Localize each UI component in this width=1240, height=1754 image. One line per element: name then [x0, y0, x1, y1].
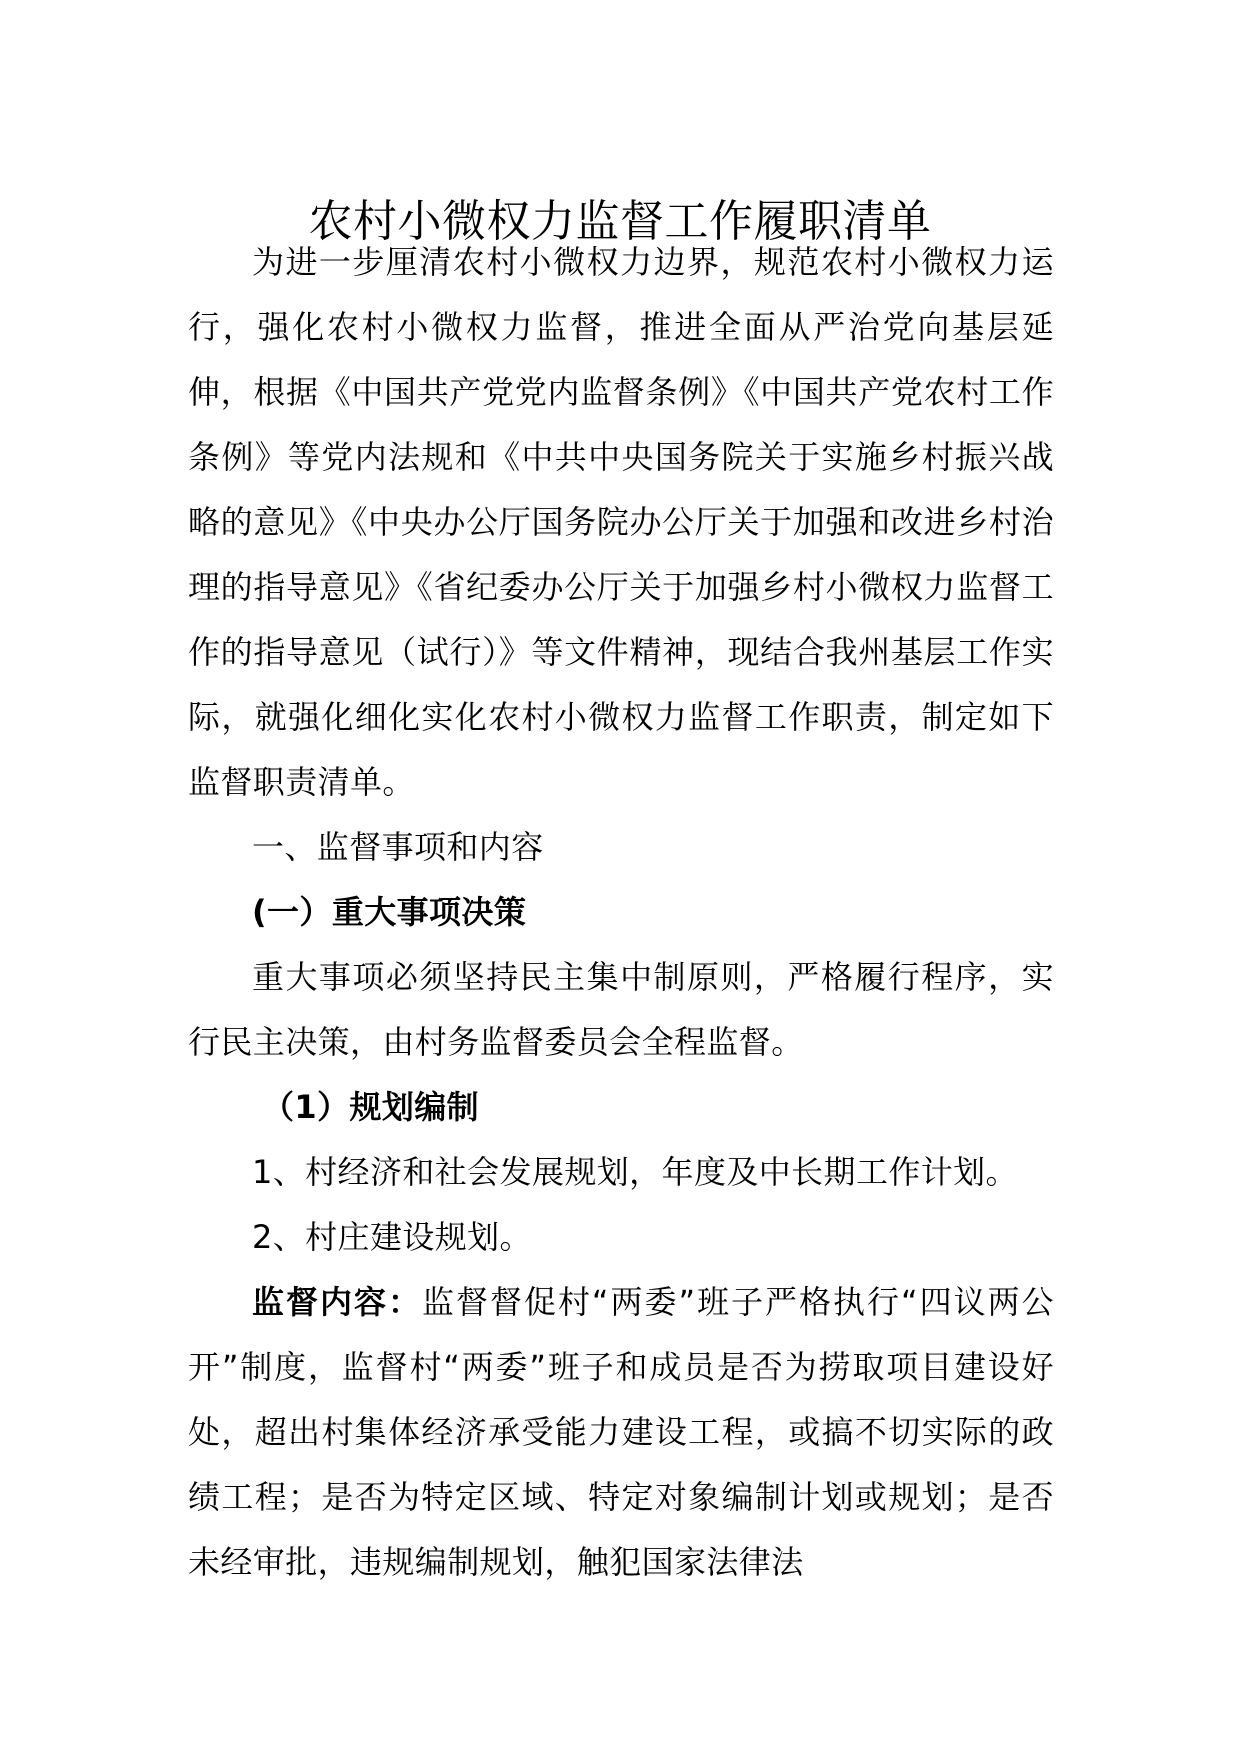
list-item: 2、村庄建设规划。 [252, 1218, 532, 1256]
supervision-content-label: 监督内容： [252, 1283, 422, 1321]
intro-paragraph: 为进一步厘清农村小微权力边界，规范农村小微权力运行，强化农村小微权力监督，推进全面从严治党向基层延伸，根据《中国共产党党内监督条例》《中国共产党农村工作条例》等党内法规和《中共中央国务院关于实施乡村振兴战略的意见》《中央办公厅国务院办公厅关于加强和改进乡村治理的指导意见》《省纪委办公厅关于加强乡村小微权力监督工作的指导意见（试行）》等文件精神，现结合我州基层工作实际，就强化细化实化农村小微权力监督工作职责，制定如下监督职责清单。 [188, 243, 1054, 801]
subsection-1-heading: （1）规划编制 [262, 1088, 480, 1126]
section-heading-supervision-items: 一、监督事项和内容 [252, 828, 544, 866]
supervision-content-paragraph [188, 1270, 1054, 1595]
list-item: 1、村经济和社会发展规划，年度及中长期工作计划。 [252, 1153, 1018, 1191]
document-title: 农村小微权力监督工作履职清单 [308, 196, 932, 248]
document-body [188, 230, 1054, 1595]
section-1-heading: (一）重大事项决策 [252, 893, 527, 931]
supervision-content-text: 监督督促村“两委”班子严格执行“四议两公开”制度，监督村“两委”班子和成员是否为捞取项目建设好处，超出村集体经济承受能力建设工程，或搞不切实际的政绩工程；是否为特定区域、特定对象编制计划或规划；是否未经审批，违规编制规划，触犯国家法律法 [188, 1283, 1054, 1581]
section-1-paragraph: 重大事项必须坚持民主集中制原则，严格履行程序，实行民主决策，由村务监督委员会全程监督。 [188, 958, 1054, 1061]
